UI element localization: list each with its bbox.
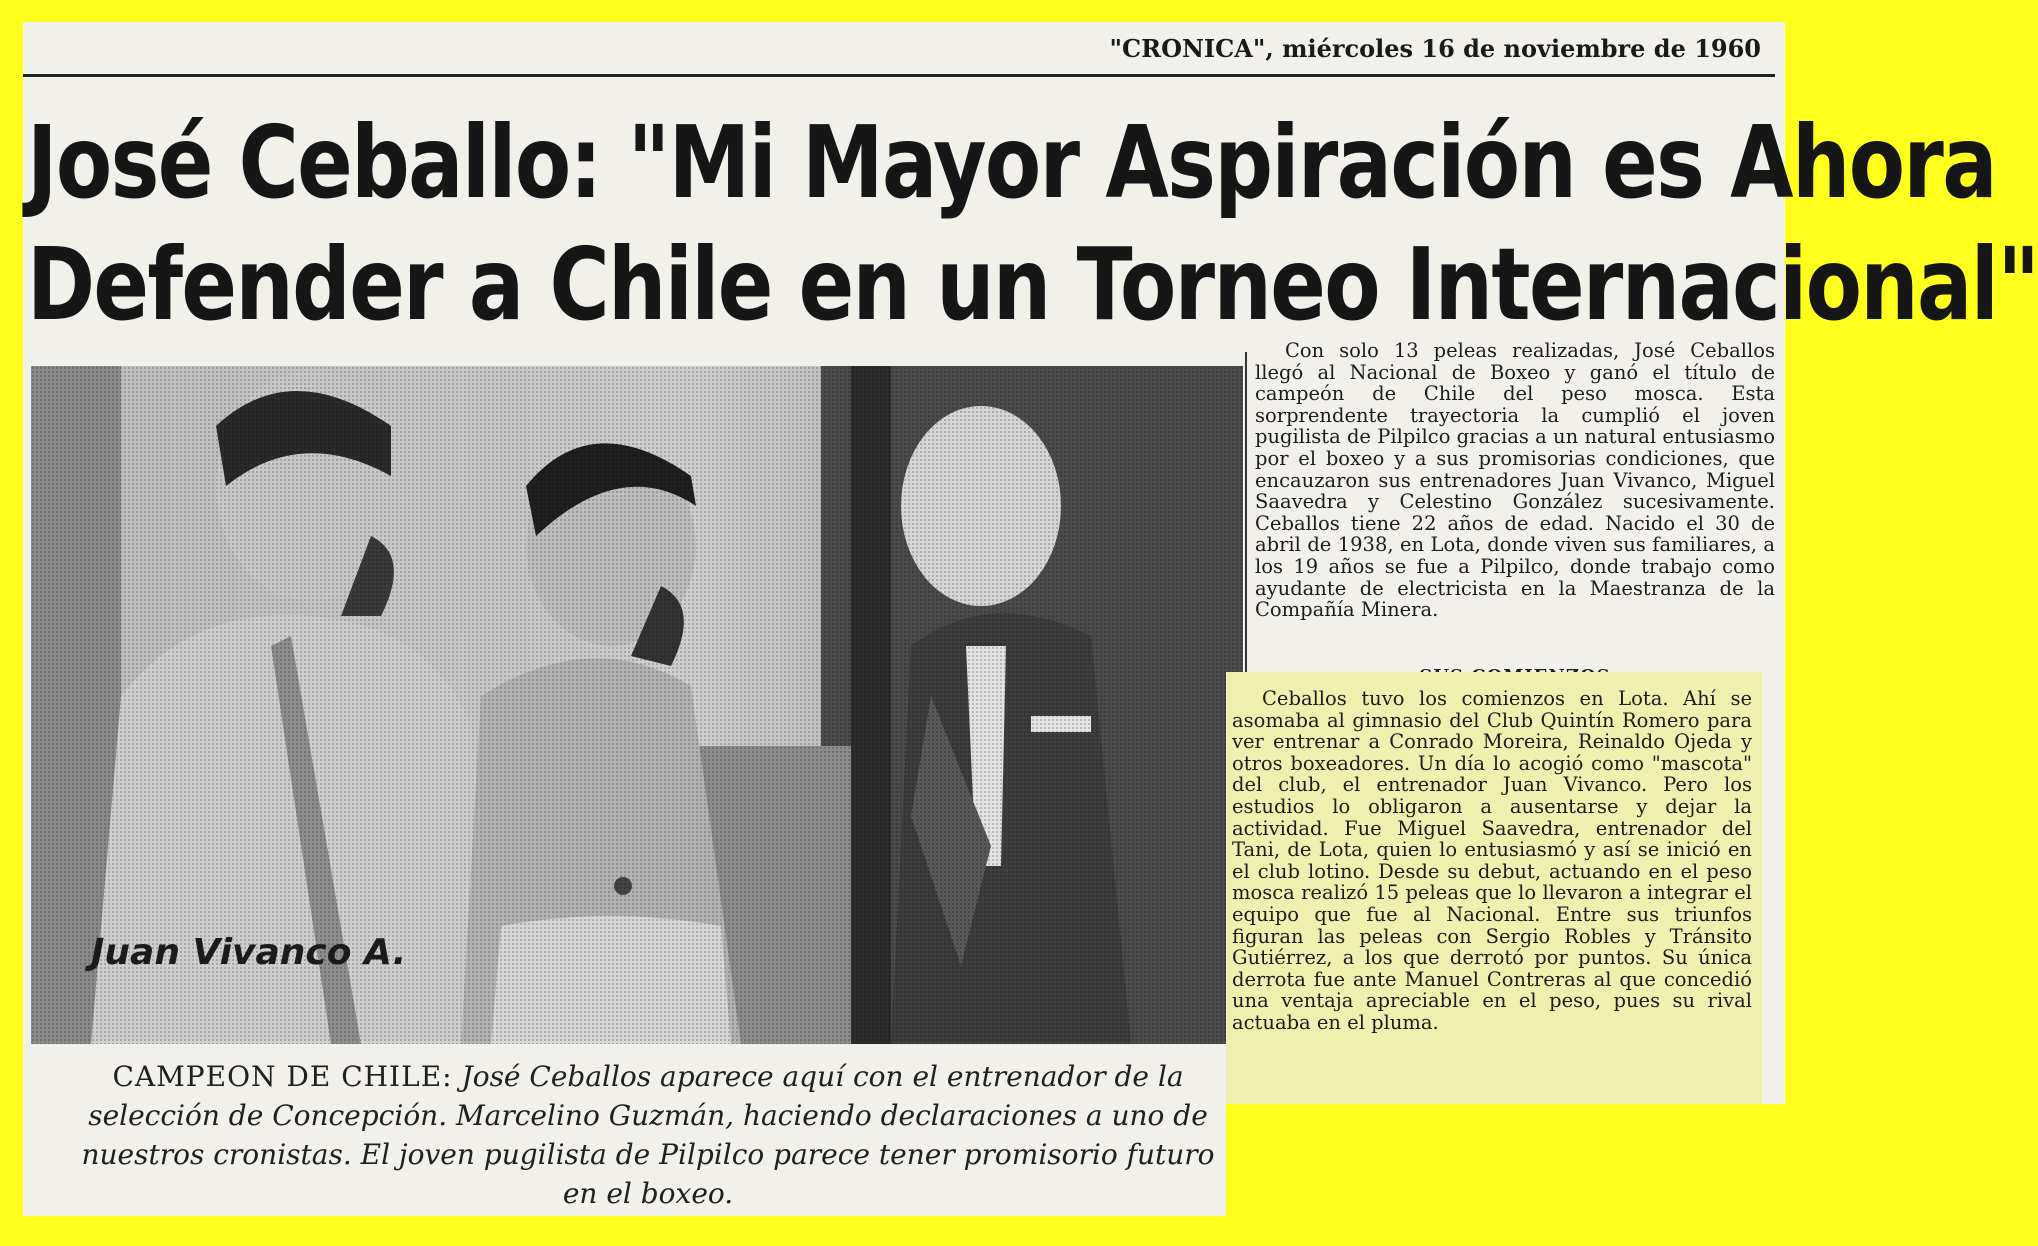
caption-text: José Ceballos aparece aquí con el entrenador de la selección de Concepción. Marcelino Guzmán, haciendo declaraciones a uno de nuestros cronistas. El joven pugilista de Pilpilco parece tener promisorio futuro en el boxeo. xyxy=(81,1060,1215,1210)
article-column-bottom xyxy=(1232,688,1752,1034)
article-column-top xyxy=(1255,340,1775,621)
photo-credit: Juan Vivanco A. xyxy=(91,932,407,973)
caption-lead: CAMPEON DE CHILE: xyxy=(112,1060,453,1093)
headline xyxy=(27,102,2038,346)
article-paragraph-2: Ceballos tuvo los comienzos en Lota. Ahí se asomaba al gimnasio del Club Quintín Romero para ver entrenar a Conrado Moreira, Reinaldo Ojeda y otros boxeadores. Un día lo acogió como "mascota" del club, el entrenador Juan Vivanco. Pero los estudios lo obligaron a ausentarse y dejar la actividad. Fue Miguel Saavedra, entrenador del Tani, de Lota, quien lo entusiasmó y así se inició en el club lotino. Desde su debut, actuando en el peso mosca realizó 15 peleas que lo llevaron a integrar el equipo que fue al Nacional. Entre sus triunfos figuran las peleas con Sergio Robles y Tránsito Gutiérrez, a los que derrotó por puntos. Su única derrota fue ante Manuel Contreras al que concedió una ventaja apreciable en el peso, pues su rival actuaba en el pluma. xyxy=(1232,687,1752,1034)
header-rule xyxy=(23,74,1775,77)
headline-line-1: José Ceballo: "Mi Mayor Aspiración es Ahora xyxy=(27,104,1996,221)
article-paragraph-1: Con solo 13 peleas realizadas, José Ceballos llegó al Nacional de Boxeo y ganó el título de campeón de Chile del peso mosca. Esta sorprendente trayectoria la cumplió el joven pugilista de Pilpilco gracias a un natural entusiasmo por el boxeo y a sus promisorias condiciones, que encauzaron sus entrenadores Juan Vivanco, Miguel Saavedra y Celestino González sucesivamente. Ceballos tiene 22 años de edad. Nacido el 30 de abril de 1938, en Lota, donde viven sus familiares, a los 19 años se fue a Pilpilco, donde trabajo como ayudante de electricista en la Maestranza de la Compañía Minera. xyxy=(1255,339,1775,622)
headline-line-2: Defender a Chile en un Torneo Internacional" xyxy=(27,226,2038,343)
photo-caption xyxy=(63,1057,1233,1213)
background-corner xyxy=(1226,1104,1786,1224)
news-photo xyxy=(31,366,1243,1044)
dateline: "CRONICA", miércoles 16 de noviembre de 1960 xyxy=(1109,34,1761,63)
